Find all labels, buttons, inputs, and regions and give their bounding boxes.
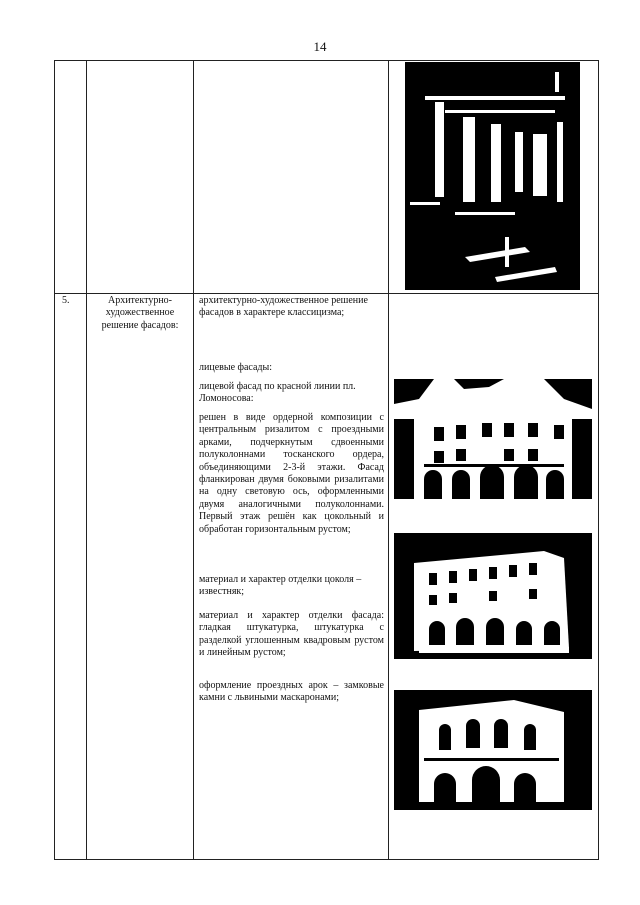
photo-interior [405,62,580,290]
column-border [598,60,599,860]
row-text-6: материал и характер отделки фасада: гладкая штукатурка, штукатурка с разделкой углошенным квадровым рустом и линейным рустом; [199,610,384,659]
row-number: 5. [62,295,70,306]
row-text-2: лицевые фасады: [199,362,273,373]
row-text-1: архитектурно-художественное решение фасадов в характере классицизма; [199,295,368,319]
row-divider [54,293,599,294]
column-border [193,60,194,860]
row-text-3: лицевой фасад по красной линии пл. Ломоносова: [199,381,356,405]
column-border [54,60,55,860]
photo-facade-2 [394,533,592,659]
photo-facade-1 [394,379,592,499]
column-border [388,60,389,860]
table-bottom-border [54,859,599,860]
table-top-border [54,60,599,61]
column-border [86,60,87,860]
row-text-4: решен в виде ордерной композиции с центральным ризалитом с проездными арками, подчеркнутым сдвоенными полуколоннами тосканского ордера, объединяющими 2-3-й этажи. Фасад фланкирован двумя боковыми ризалитами на одну световую ось, оформленными двумя аналогичными полуколоннами. Первый этаж решён как цокольный и обработан горизонтальным рустом; [199,412,384,535]
row-text-5: материал и характер отделки цоколя – известняк; [199,574,362,598]
row-text-7: оформление проездных арок – замковые камни с львиными маскаронами; [199,680,384,704]
photo-facade-3 [394,690,592,810]
page-number: 14 [313,39,327,54]
row-name: Архитектурно-художественное решение фасадов: [101,295,179,331]
